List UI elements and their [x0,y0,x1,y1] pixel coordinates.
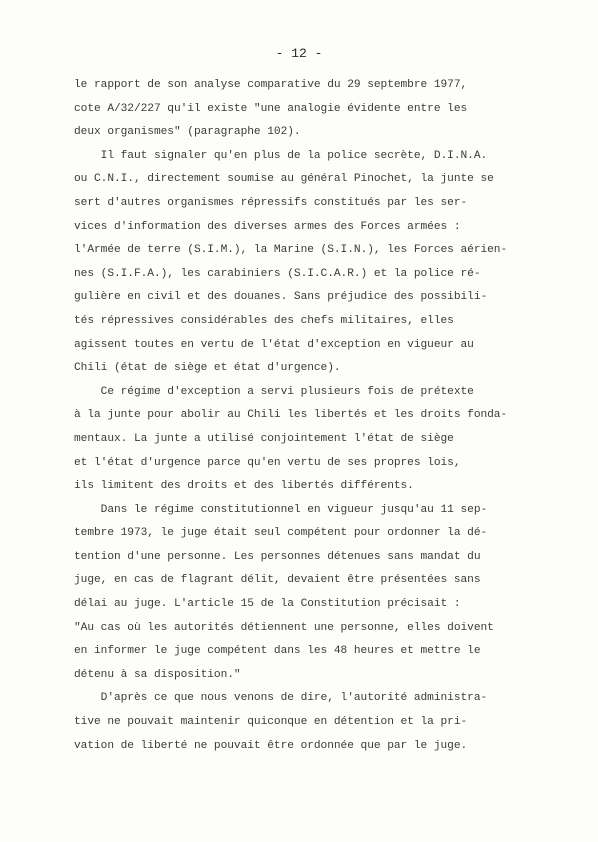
text-line: nes (S.I.F.A.), les carabiniers (S.I.C.A.R.) et la police ré- [74,267,481,280]
text-line: détenu à sa disposition." [74,668,241,681]
text-line: à la junte pour abolir au Chili les libertés et les droits fonda- [74,409,508,422]
text-line: agissent toutes en vertu de l'état d'exception en vigueur au [74,338,474,351]
document-body [74,74,552,758]
text-line: deux organismes" (paragraphe 102). [74,126,301,139]
text-line: juge, en cas de flagrant délit, devaient être présentées sans [74,574,481,587]
text-line: D'après ce que nous venons de dire, l'autorité administra- [74,692,488,705]
text-line: "Au cas où les autorités détiennent une personne, elles doivent [74,621,494,634]
text-line: Ce régime d'exception a servi plusieurs fois de prétexte [74,385,474,398]
text-line: délai au juge. L'article 15 de la Constitution précisait : [74,598,461,611]
text-line: tention d'une personne. Les personnes détenues sans mandat du [74,550,481,563]
text-line: et l'état d'urgence parce qu'en vertu de ses propres lois, [74,456,461,469]
text-line: l'Armée de terre (S.I.M.), la Marine (S.I.N.), les Forces aérien- [74,244,508,257]
text-line: Il faut signaler qu'en plus de la police secrète, D.I.N.A. [74,149,488,162]
text-line: tive ne pouvait maintenir quiconque en détention et la pri- [74,716,468,729]
text-line: tembre 1973, le juge était seul compétent pour ordonner la dé- [74,527,488,540]
text-line: cote A/32/227 qu'il existe "une analogie évidente entre les [74,102,468,115]
text-line: ou C.N.I., directement soumise au général Pinochet, la junte se [74,173,494,186]
text-line: Chili (état de siège et état d'urgence). [74,362,341,375]
text-line: gulière en civil et des douanes. Sans préjudice des possibili- [74,291,488,304]
text-line: Dans le régime constitutionnel en vigueur jusqu'au 11 sep- [74,503,488,516]
text-line: sert d'autres organismes répressifs constitués par les ser- [74,196,468,209]
text-line: mentaux. La junte a utilisé conjointement l'état de siège [74,432,454,445]
text-line: ils limitent des droits et des libertés différents. [74,480,414,493]
page-number: - 12 - [275,46,323,61]
text-line: vices d'information des diverses armes des Forces armées : [74,220,461,233]
text-line: en informer le juge compétent dans les 48 heures et mettre le [74,645,481,658]
text-line: tés répressives considérables des chefs militaires, elles [74,314,454,327]
text-line: le rapport de son analyse comparative du 29 septembre 1977, [74,79,468,91]
text-line: vation de liberté ne pouvait être ordonnée que par le juge. [74,739,468,752]
